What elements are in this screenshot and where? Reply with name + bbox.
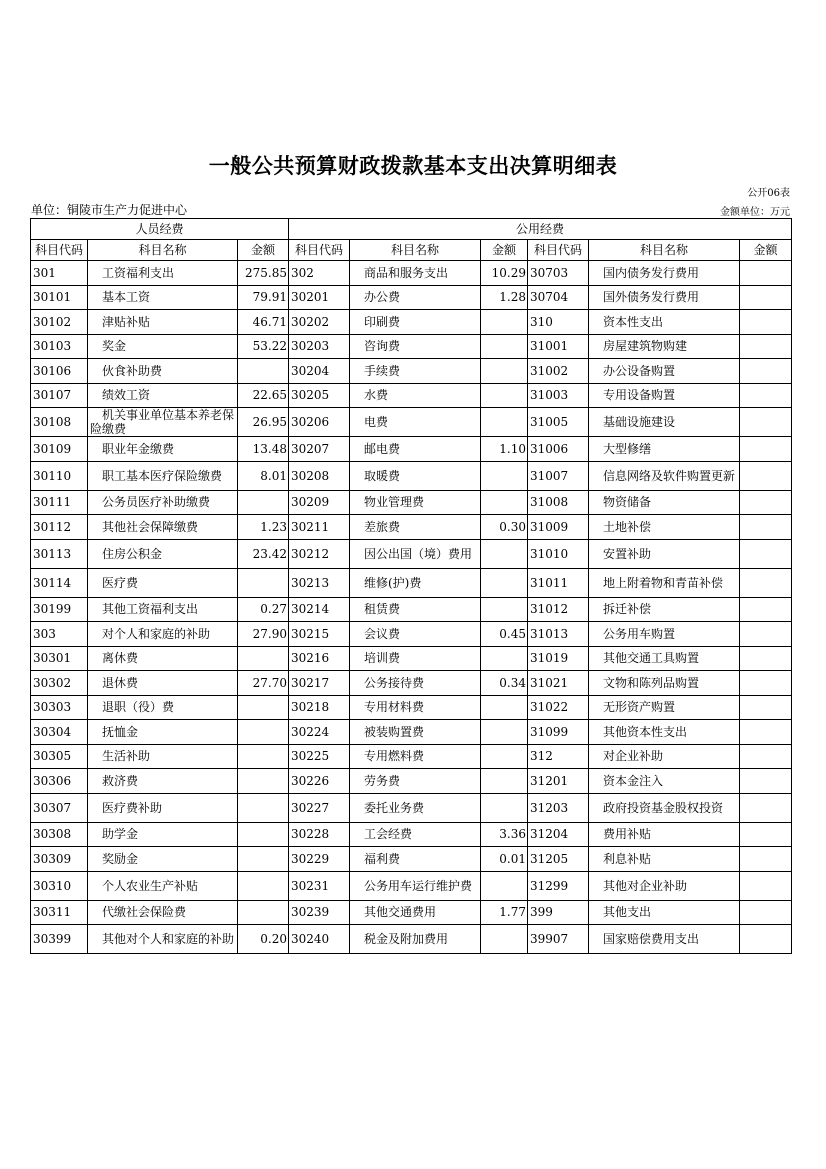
subject-code-cell: 30106	[31, 359, 88, 384]
table-row	[31, 310, 792, 335]
amount-cell: 79.91	[238, 285, 289, 310]
column-amount-header: 金额	[481, 240, 528, 261]
amount-cell	[740, 597, 792, 622]
subject-code-cell: 30214	[289, 597, 350, 622]
amount-cell: 13.48	[238, 437, 289, 462]
subject-code-cell: 303	[31, 622, 88, 647]
subject-code-cell: 30111	[31, 490, 88, 515]
amount-cell	[238, 793, 289, 822]
amount-cell	[740, 515, 792, 540]
subject-name-cell: 政府投资基金股权投资	[589, 793, 740, 822]
subject-name-cell: 公务用车运行维护费	[350, 871, 481, 900]
amount-cell	[481, 334, 528, 359]
subject-code-cell: 31012	[528, 597, 589, 622]
subject-code-cell: 31007	[528, 461, 589, 490]
subject-name-cell: 委托业务费	[350, 793, 481, 822]
subject-name-cell: 物资储备	[589, 490, 740, 515]
subject-code-cell: 30703	[528, 261, 589, 286]
subject-name-cell: 商品和服务支出	[350, 261, 481, 286]
subject-name-cell: 生活补助	[88, 744, 238, 769]
subject-name-cell: 劳务费	[350, 769, 481, 794]
amount-cell	[238, 646, 289, 671]
subject-name-cell: 邮电费	[350, 437, 481, 462]
amount-cell	[481, 720, 528, 745]
subject-name-cell: 利息补贴	[589, 847, 740, 872]
money-unit: 金额单位：万元	[720, 207, 790, 218]
column-amount-header: 金额	[238, 240, 289, 261]
amount-cell	[740, 769, 792, 794]
subject-name-cell: 房屋建筑物购建	[589, 334, 740, 359]
table-row	[31, 515, 792, 540]
amount-cell	[740, 925, 792, 954]
subject-name-cell: 其他交通费用	[350, 900, 481, 925]
subject-name-cell: 其他资本性支出	[589, 720, 740, 745]
amount-cell: 0.27	[238, 597, 289, 622]
subject-name-cell: 专用材料费	[350, 695, 481, 720]
amount-cell: 1.28	[481, 285, 528, 310]
subject-code-cell: 31022	[528, 695, 589, 720]
table-row	[31, 847, 792, 872]
amount-cell	[481, 646, 528, 671]
amount-cell	[238, 744, 289, 769]
table-row	[31, 822, 792, 847]
subject-code-cell: 30207	[289, 437, 350, 462]
subject-name-cell: 对个人和家庭的补助	[88, 622, 238, 647]
subject-code-cell: 31010	[528, 539, 589, 568]
amount-cell	[238, 871, 289, 900]
subject-code-cell: 31003	[528, 383, 589, 408]
amount-cell: 27.90	[238, 622, 289, 647]
subject-name-cell: 职业年金缴费	[88, 437, 238, 462]
subject-code-cell: 30101	[31, 285, 88, 310]
table-row	[31, 744, 792, 769]
subject-code-cell: 30239	[289, 900, 350, 925]
subject-code-cell: 301	[31, 261, 88, 286]
column-code-header: 科目代码	[31, 240, 88, 261]
subject-name-cell: 办公费	[350, 285, 481, 310]
subject-code-cell: 30109	[31, 437, 88, 462]
amount-cell	[740, 793, 792, 822]
subject-name-cell: 公务用车购置	[589, 622, 740, 647]
amount-cell: 46.71	[238, 310, 289, 335]
amount-cell: 1.23	[238, 515, 289, 540]
subject-name-cell: 文物和陈列品购置	[589, 671, 740, 696]
subject-code-cell: 30205	[289, 383, 350, 408]
subject-name-cell: 对企业补助	[589, 744, 740, 769]
subject-code-cell: 31019	[528, 646, 589, 671]
subject-code-cell: 30199	[31, 597, 88, 622]
amount-cell: 26.95	[238, 408, 289, 437]
expenditure-table	[30, 218, 792, 954]
table-row	[31, 871, 792, 900]
subject-code-cell: 30218	[289, 695, 350, 720]
subject-code-cell: 30112	[31, 515, 88, 540]
subject-name-cell: 地上附着物和青苗补偿	[589, 568, 740, 597]
subject-name-cell: 伙食补助费	[88, 359, 238, 384]
subject-name-cell: 代缴社会保险费	[88, 900, 238, 925]
subject-name-cell: 差旅费	[350, 515, 481, 540]
amount-cell	[238, 568, 289, 597]
column-code-header: 科目代码	[528, 240, 589, 261]
subject-code-cell: 30303	[31, 695, 88, 720]
amount-cell: 0.45	[481, 622, 528, 647]
subject-name-cell: 其他工资福利支出	[88, 597, 238, 622]
amount-cell	[740, 383, 792, 408]
subject-code-cell: 30209	[289, 490, 350, 515]
subject-code-cell: 30305	[31, 744, 88, 769]
amount-cell	[238, 847, 289, 872]
subject-code-cell: 31008	[528, 490, 589, 515]
subject-code-cell: 31021	[528, 671, 589, 696]
subject-name-cell: 其他支出	[589, 900, 740, 925]
amount-cell	[481, 925, 528, 954]
subject-name-cell: 医疗费	[88, 568, 238, 597]
amount-cell	[740, 671, 792, 696]
subject-name-cell: 助学金	[88, 822, 238, 847]
subject-code-cell: 30204	[289, 359, 350, 384]
table-row	[31, 437, 792, 462]
table-row	[31, 383, 792, 408]
amount-cell	[740, 871, 792, 900]
table-row	[31, 900, 792, 925]
amount-cell	[481, 359, 528, 384]
table-row	[31, 359, 792, 384]
subject-code-cell: 31204	[528, 822, 589, 847]
amount-cell	[238, 695, 289, 720]
table-row	[31, 769, 792, 794]
subject-code-cell: 30201	[289, 285, 350, 310]
subject-code-cell: 30103	[31, 334, 88, 359]
amount-cell	[740, 310, 792, 335]
subject-code-cell: 30203	[289, 334, 350, 359]
amount-cell	[740, 437, 792, 462]
subject-name-cell: 其他对企业补助	[589, 871, 740, 900]
subject-code-cell: 30113	[31, 539, 88, 568]
subject-name-cell: 国家赔偿费用支出	[589, 925, 740, 954]
subject-name-cell: 医疗费补助	[88, 793, 238, 822]
subject-code-cell: 312	[528, 744, 589, 769]
amount-cell	[740, 285, 792, 310]
subject-name-cell: 电费	[350, 408, 481, 437]
subject-name-cell: 资本性支出	[589, 310, 740, 335]
group-header-public: 公用经费	[289, 219, 792, 240]
column-name-header: 科目名称	[88, 240, 238, 261]
subject-name-cell: 大型修缮	[589, 437, 740, 462]
subject-code-cell: 30399	[31, 925, 88, 954]
amount-cell	[238, 359, 289, 384]
subject-name-cell: 机关事业单位基本养老保险缴费	[88, 408, 238, 437]
subject-name-cell: 物业管理费	[350, 490, 481, 515]
subject-code-cell: 30216	[289, 646, 350, 671]
subject-name-cell: 会议费	[350, 622, 481, 647]
amount-cell	[740, 334, 792, 359]
amount-cell: 0.01	[481, 847, 528, 872]
amount-cell	[238, 822, 289, 847]
subject-name-cell: 其他交通工具购置	[589, 646, 740, 671]
amount-cell	[740, 359, 792, 384]
subject-name-cell: 费用补贴	[589, 822, 740, 847]
amount-cell: 1.10	[481, 437, 528, 462]
subject-code-cell: 30224	[289, 720, 350, 745]
group-header-personnel: 人员经费	[31, 219, 289, 240]
subject-code-cell: 30310	[31, 871, 88, 900]
amount-cell	[238, 769, 289, 794]
subject-name-cell: 奖励金	[88, 847, 238, 872]
amount-cell	[740, 646, 792, 671]
subject-name-cell: 离休费	[88, 646, 238, 671]
subject-name-cell: 信息网络及软件购置更新	[589, 461, 740, 490]
subject-name-cell: 培训费	[350, 646, 481, 671]
subject-code-cell: 310	[528, 310, 589, 335]
subject-code-cell: 31001	[528, 334, 589, 359]
amount-cell	[740, 720, 792, 745]
subject-code-cell: 30226	[289, 769, 350, 794]
amount-cell	[481, 568, 528, 597]
subject-name-cell: 水费	[350, 383, 481, 408]
subject-name-cell: 手续费	[350, 359, 481, 384]
amount-cell: 3.36	[481, 822, 528, 847]
amount-cell: 0.30	[481, 515, 528, 540]
subject-name-cell: 退职（役）费	[88, 695, 238, 720]
subject-code-cell: 30110	[31, 461, 88, 490]
subject-name-cell: 被装购置费	[350, 720, 481, 745]
subject-code-cell: 31011	[528, 568, 589, 597]
amount-cell	[238, 720, 289, 745]
table-row	[31, 646, 792, 671]
subject-name-cell: 职工基本医疗保险缴费	[88, 461, 238, 490]
subject-name-cell: 税金及附加费用	[350, 925, 481, 954]
subject-name-cell: 租赁费	[350, 597, 481, 622]
subject-code-cell: 30208	[289, 461, 350, 490]
amount-cell: 23.42	[238, 539, 289, 568]
subject-code-cell: 30306	[31, 769, 88, 794]
table-row	[31, 622, 792, 647]
subject-code-cell: 30229	[289, 847, 350, 872]
table-row	[31, 695, 792, 720]
subject-code-cell: 30301	[31, 646, 88, 671]
table-row	[31, 597, 792, 622]
subject-code-cell: 30211	[289, 515, 350, 540]
table-row	[31, 793, 792, 822]
table-row	[31, 490, 792, 515]
table-row	[31, 539, 792, 568]
subject-name-cell: 福利费	[350, 847, 481, 872]
form-number: 公开06表	[747, 188, 790, 199]
column-code-header: 科目代码	[289, 240, 350, 261]
subject-code-cell: 31006	[528, 437, 589, 462]
amount-cell	[481, 383, 528, 408]
amount-cell	[740, 539, 792, 568]
amount-cell: 275.85	[238, 261, 289, 286]
subject-code-cell: 30311	[31, 900, 88, 925]
table-row	[31, 261, 792, 286]
column-name-header: 科目名称	[350, 240, 481, 261]
subject-name-cell: 专用设备购置	[589, 383, 740, 408]
subject-code-cell: 30231	[289, 871, 350, 900]
column-name-header: 科目名称	[589, 240, 740, 261]
subject-code-cell: 30307	[31, 793, 88, 822]
subject-name-cell: 其他对个人和家庭的补助	[88, 925, 238, 954]
amount-cell	[740, 744, 792, 769]
amount-cell	[481, 793, 528, 822]
amount-cell: 27.70	[238, 671, 289, 696]
subject-name-cell: 维修(护)费	[350, 568, 481, 597]
subject-code-cell: 31299	[528, 871, 589, 900]
subject-name-cell: 基础设施建设	[589, 408, 740, 437]
table-row	[31, 568, 792, 597]
reporting-unit: 单位：铜陵市生产力促进中心	[31, 203, 188, 217]
amount-cell	[481, 769, 528, 794]
subject-code-cell: 39907	[528, 925, 589, 954]
subject-name-cell: 办公设备购置	[589, 359, 740, 384]
subject-code-cell: 30704	[528, 285, 589, 310]
amount-cell	[481, 695, 528, 720]
table-row	[31, 461, 792, 490]
amount-cell: 0.34	[481, 671, 528, 696]
subject-name-cell: 国内债务发行费用	[589, 261, 740, 286]
amount-cell	[740, 622, 792, 647]
amount-cell	[238, 490, 289, 515]
subject-code-cell: 30215	[289, 622, 350, 647]
subject-name-cell: 其他社会保障缴费	[88, 515, 238, 540]
subject-code-cell: 31005	[528, 408, 589, 437]
amount-cell: 0.20	[238, 925, 289, 954]
subject-code-cell: 30225	[289, 744, 350, 769]
table-row	[31, 285, 792, 310]
amount-cell	[740, 461, 792, 490]
subject-name-cell: 专用燃料费	[350, 744, 481, 769]
subject-code-cell: 399	[528, 900, 589, 925]
amount-cell	[481, 461, 528, 490]
subject-code-cell: 30202	[289, 310, 350, 335]
amount-cell	[740, 568, 792, 597]
subject-code-cell: 31002	[528, 359, 589, 384]
subject-code-cell: 30227	[289, 793, 350, 822]
subject-code-cell: 30228	[289, 822, 350, 847]
subject-name-cell: 公务员医疗补助缴费	[88, 490, 238, 515]
subject-code-cell: 30302	[31, 671, 88, 696]
table-row	[31, 408, 792, 437]
amount-cell	[740, 822, 792, 847]
subject-name-cell: 资本金注入	[589, 769, 740, 794]
subject-code-cell: 31013	[528, 622, 589, 647]
subject-code-cell: 302	[289, 261, 350, 286]
subject-code-cell: 30114	[31, 568, 88, 597]
amount-cell	[740, 695, 792, 720]
subject-name-cell: 津贴补贴	[88, 310, 238, 335]
subject-code-cell: 30206	[289, 408, 350, 437]
subject-code-cell: 30102	[31, 310, 88, 335]
subject-name-cell: 住房公积金	[88, 539, 238, 568]
subject-name-cell: 工会经费	[350, 822, 481, 847]
subject-name-cell: 取暖费	[350, 461, 481, 490]
subject-code-cell: 30308	[31, 822, 88, 847]
amount-cell	[481, 597, 528, 622]
table-row	[31, 671, 792, 696]
amount-cell: 1.77	[481, 900, 528, 925]
amount-cell	[740, 847, 792, 872]
subject-code-cell: 30309	[31, 847, 88, 872]
subject-code-cell: 31099	[528, 720, 589, 745]
subject-code-cell: 30240	[289, 925, 350, 954]
amount-cell	[481, 539, 528, 568]
amount-cell	[740, 261, 792, 286]
table-row	[31, 720, 792, 745]
subject-name-cell: 个人农业生产补贴	[88, 871, 238, 900]
subject-code-cell: 31201	[528, 769, 589, 794]
subject-code-cell: 30304	[31, 720, 88, 745]
amount-cell	[481, 408, 528, 437]
subject-name-cell: 退休费	[88, 671, 238, 696]
subject-name-cell: 拆迁补偿	[589, 597, 740, 622]
amount-cell	[740, 408, 792, 437]
amount-cell: 22.65	[238, 383, 289, 408]
subject-name-cell: 土地补偿	[589, 515, 740, 540]
subject-code-cell: 30217	[289, 671, 350, 696]
column-amount-header: 金额	[740, 240, 792, 261]
amount-cell	[481, 490, 528, 515]
subject-name-cell: 咨询费	[350, 334, 481, 359]
subject-name-cell: 工资福利支出	[88, 261, 238, 286]
subject-code-cell: 30108	[31, 408, 88, 437]
table-row	[31, 334, 792, 359]
table-row	[31, 925, 792, 954]
amount-cell: 8.01	[238, 461, 289, 490]
subject-code-cell: 30107	[31, 383, 88, 408]
amount-cell: 53.22	[238, 334, 289, 359]
subject-name-cell: 救济费	[88, 769, 238, 794]
subject-name-cell: 国外债务发行费用	[589, 285, 740, 310]
subject-name-cell: 因公出国（境）费用	[350, 539, 481, 568]
subject-name-cell: 奖金	[88, 334, 238, 359]
subject-name-cell: 基本工资	[88, 285, 238, 310]
amount-cell	[740, 900, 792, 925]
amount-cell	[481, 744, 528, 769]
subject-name-cell: 安置补助	[589, 539, 740, 568]
subject-code-cell: 31203	[528, 793, 589, 822]
subject-name-cell: 抚恤金	[88, 720, 238, 745]
amount-cell	[481, 871, 528, 900]
subject-name-cell: 印刷费	[350, 310, 481, 335]
subject-code-cell: 30212	[289, 539, 350, 568]
subject-code-cell: 30213	[289, 568, 350, 597]
subject-code-cell: 31009	[528, 515, 589, 540]
amount-cell	[481, 310, 528, 335]
subject-name-cell: 绩效工资	[88, 383, 238, 408]
subject-code-cell: 31205	[528, 847, 589, 872]
amount-cell	[238, 900, 289, 925]
amount-cell: 10.29	[481, 261, 528, 286]
subject-name-cell: 无形资产购置	[589, 695, 740, 720]
subject-name-cell: 公务接待费	[350, 671, 481, 696]
amount-cell	[740, 490, 792, 515]
page-title: 一般公共预算财政拨款基本支出决算明细表	[208, 154, 618, 178]
